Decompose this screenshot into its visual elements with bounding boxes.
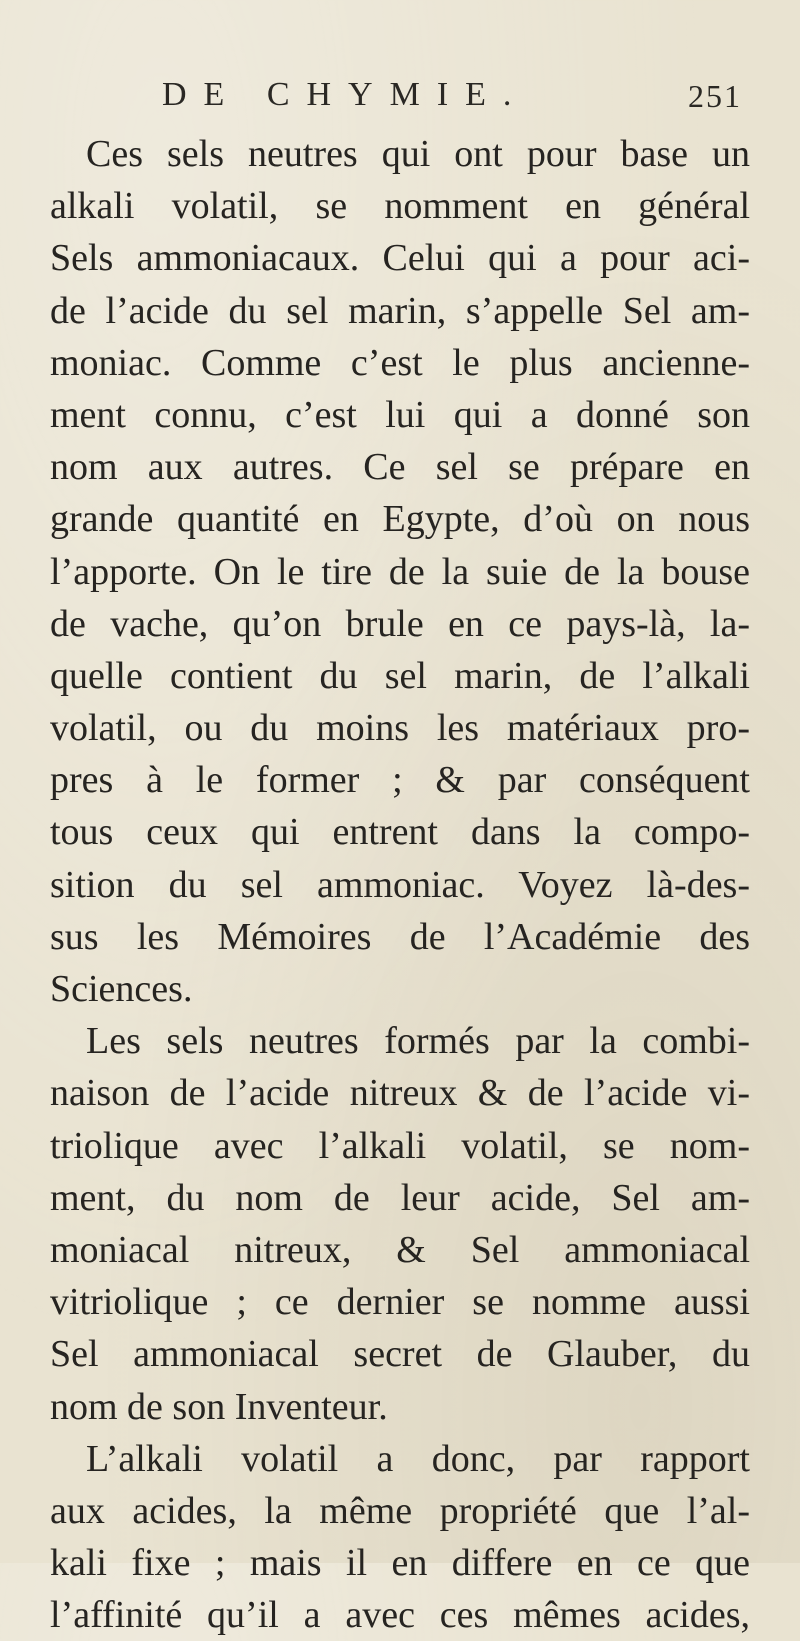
text-line: Ces sels neutres qui ont pour base un bbox=[86, 133, 750, 175]
text-line: nom aux autres. Ce sel se prépare en bbox=[50, 446, 750, 489]
text-line: pres à le former ; & par conséquent bbox=[50, 759, 750, 802]
page-number: 251 bbox=[688, 78, 742, 114]
text-line: Sciences. bbox=[50, 968, 193, 1010]
text-line: moniac. Comme c’est le plus ancienne- bbox=[50, 341, 750, 384]
text-line: aux acides, la même propriété que l’al- bbox=[50, 1489, 750, 1532]
text-line: L’alkali volatil a donc, par rapport bbox=[86, 1437, 750, 1480]
text-line: Les sels neutres formés par la combi- bbox=[86, 1020, 750, 1063]
text-line: alkali volatil, se nomment en général bbox=[50, 185, 750, 228]
page-header bbox=[150, 76, 750, 126]
text-line: triolique avec l’alkali volatil, se nom- bbox=[50, 1124, 750, 1167]
text-line: kali fixe ; mais il en differe en ce que bbox=[50, 1542, 750, 1585]
text-line: ment, du nom de leur acide, Sel am- bbox=[50, 1176, 750, 1219]
text-line: Sel ammoniacal secret de Glauber, du bbox=[50, 1333, 750, 1376]
text-line: quelle contient du sel marin, de l’alkali bbox=[50, 654, 750, 697]
running-title: DE CHYMIE. bbox=[162, 76, 529, 113]
text-line: sus les Mémoires de l’Académie des bbox=[50, 915, 750, 958]
text-line: moniacal nitreux, & Sel ammoniacal bbox=[50, 1228, 750, 1271]
body-text bbox=[50, 128, 750, 1641]
text-line: l’apporte. On le tire de la suie de la bouse bbox=[50, 550, 750, 593]
text-line: de vache, qu’on brule en ce pays-là, la- bbox=[50, 602, 750, 645]
text-line: tous ceux qui entrent dans la compo- bbox=[50, 811, 750, 854]
text-line: nom de son Inventeur. bbox=[50, 1385, 388, 1428]
text-line: volatil, ou du moins les matériaux pro- bbox=[50, 707, 750, 750]
text-line: de l’acide du sel marin, s’appelle Sel am- bbox=[50, 289, 750, 332]
text-line: grande quantité en Egypte, d’où on nous bbox=[50, 498, 750, 541]
text-line: ment connu, c’est lui qui a donné son bbox=[50, 393, 750, 436]
text-line: naison de l’acide nitreux & de l’acide vi- bbox=[50, 1072, 750, 1115]
text-line: Sels ammoniacaux. Celui qui a pour aci- bbox=[50, 237, 750, 280]
text-line: l’affinité qu’il a avec ces mêmes acides, bbox=[50, 1594, 750, 1637]
text-line: sition du sel ammoniac. Voyez là-des- bbox=[50, 863, 750, 906]
text-line: vitriolique ; ce dernier se nomme aussi bbox=[50, 1281, 750, 1324]
